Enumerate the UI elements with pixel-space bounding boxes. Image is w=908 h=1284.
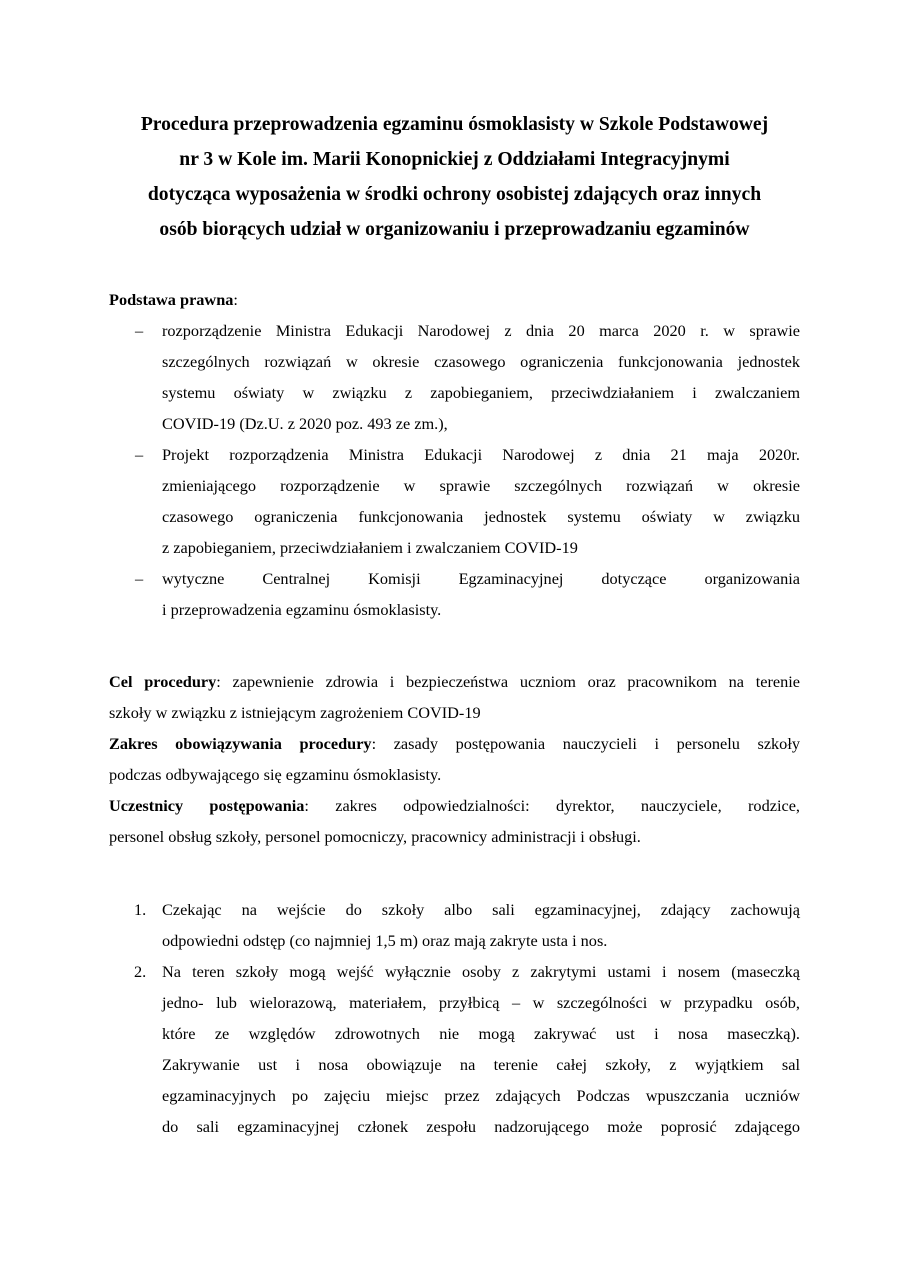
text-line: jedno- lub wielorazową, materiałem, przyłbicą – w szczególności w przypadku osób, <box>162 993 800 1012</box>
text-line: COVID-19 (Dz.U. z 2020 poz. 493 ze zm.), <box>162 414 448 433</box>
scope-text: : zasady postępowania nauczycieli i personelu szkoły <box>371 734 800 753</box>
text-line: do sali egzaminacyjnej członek zespołu nadzorującego może poprosić zdającego <box>162 1117 800 1136</box>
purpose-label: Cel procedury <box>109 672 217 691</box>
title-line: nr 3 w Kole im. Marii Konopnickiej z Oddziałami Integracyjnymi <box>179 149 730 170</box>
dash-bullet: – <box>135 569 144 588</box>
legal-basis-label: Podstawa prawna <box>109 290 234 309</box>
participants-text-line2: personel obsług szkoły, personel pomocniczy, pracownicy administracji i obsługi. <box>109 827 641 846</box>
text-line: czasowego ograniczenia funkcjonowania jednostek systemu oświaty w związku <box>162 507 800 526</box>
document-title <box>99 107 810 247</box>
rule-number: 1. <box>134 900 147 919</box>
text-line: odpowiedni odstęp (co najmniej 1,5 m) oraz mają zakryte usta i nos. <box>162 931 608 950</box>
dash-bullet: – <box>135 321 144 340</box>
purpose-paragraph <box>109 666 800 728</box>
text-line: Zakrywanie ust i nosa obowiązuje na terenie całej szkoły, z wyjątkiem sal <box>162 1055 800 1074</box>
text-line: z zapobieganiem, przeciwdziałaniem i zwalczaniem COVID-19 <box>162 538 578 557</box>
text-line: Czekając na wejście do szkoły albo sali egzaminacyjnej, zdający zachowują <box>162 900 800 919</box>
text-line: wytyczne Centralnej Komisji Egzaminacyjnej dotyczące organizowania <box>162 569 800 588</box>
rule-number: 2. <box>134 962 147 981</box>
text-line: i przeprowadzenia egzaminu ósmoklasisty. <box>162 600 442 619</box>
legal-basis-colon: : <box>233 290 238 309</box>
rule-item <box>109 894 800 956</box>
purpose-text-line2: szkoły w związku z istniejącym zagrożeniem COVID-19 <box>109 703 481 722</box>
text-line: egzaminacyjnych po zajęciu miejsc przez zdających Podczas wpuszczania uczniów <box>162 1086 800 1105</box>
title-line: Procedura przeprowadzenia egzaminu ósmoklasisty w Szkole Podstawowej <box>140 114 769 135</box>
legal-basis-item <box>109 315 800 439</box>
text-line: Na teren szkoły mogą wejść wyłącznie osoby z zakrytymi ustami i nosem (maseczką <box>162 962 800 981</box>
text-line: które ze względów zdrowotnych nie mogą zakrywać ust i nosa maseczką). <box>162 1024 800 1043</box>
participants-paragraph <box>109 790 800 852</box>
legal-basis-item <box>109 439 800 563</box>
rule-item <box>109 956 800 1142</box>
legal-basis-list <box>109 315 800 625</box>
legal-basis-heading <box>109 284 800 315</box>
text-line: systemu oświaty w związku z zapobieganiem, przeciwdziałaniem i zwalczaniem <box>162 383 800 402</box>
title-line: dotycząca wyposażenia w środki ochrony osobistej zdających oraz innych <box>147 184 762 205</box>
purpose-text: : zapewnienie zdrowia i bezpieczeństwa uczniom oraz pracownikom na terenie <box>216 672 800 691</box>
scope-label: Zakres obowiązywania procedury <box>109 734 372 753</box>
scope-text-line2: podczas odbywającego się egzaminu ósmoklasisty. <box>109 765 442 784</box>
scope-paragraph <box>109 728 800 790</box>
text-line: szczególnych rozwiązań w okresie czasowego ograniczenia funkcjonowania jednostek <box>162 352 800 371</box>
participants-label: Uczestnicy postępowania <box>109 796 305 815</box>
text-line: zmieniającego rozporządzenie w sprawie szczególnych rozwiązań w okresie <box>162 476 800 495</box>
title-line: osób biorących udział w organizowaniu i przeprowadzaniu egzaminów <box>159 219 750 240</box>
text-line: rozporządzenie Ministra Edukacji Narodowej z dnia 20 marca 2020 r. w sprawie <box>162 321 800 340</box>
rules-list <box>109 894 800 1142</box>
dash-bullet: – <box>135 445 144 464</box>
text-line: Projekt rozporządzenia Ministra Edukacji Narodowej z dnia 21 maja 2020r. <box>162 445 800 464</box>
participants-text: : zakres odpowiedzialności: dyrektor, nauczyciele, rodzice, <box>304 796 800 815</box>
legal-basis-item <box>109 563 800 625</box>
